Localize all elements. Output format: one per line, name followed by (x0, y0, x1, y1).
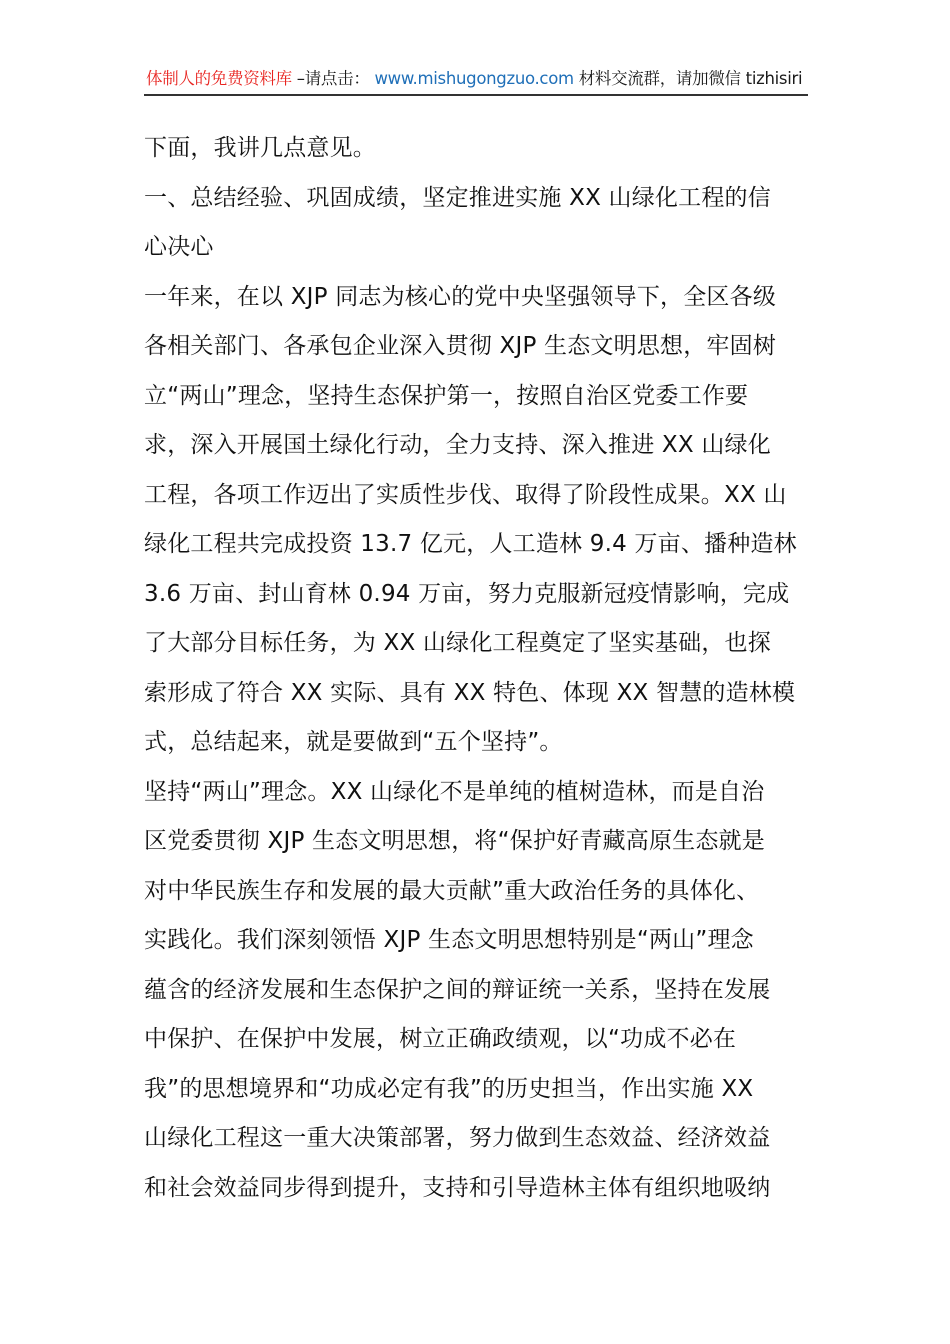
paragraph-line: 立“两山”理念，坚持生态保护第一，按照自治区党委工作要 (144, 382, 749, 409)
paragraph-line: 区党委贯彻 XJP 生态文明思想，将“保护好青藏高原生态就是 (144, 828, 765, 854)
paragraph-line: 山绿化工程这一重大决策部署，努力做到生态效益、经济效益 (144, 1125, 771, 1151)
paragraph-line: 了大部分目标任务，为 XX 山绿化工程奠定了坚实基础，也探 (144, 630, 771, 656)
paragraph-line: 蕴含的经济发展和生态保护之间的辩证统一关系，坚持在发展 (144, 976, 771, 1003)
paragraph-line: 坚持“两山”理念。XX 山绿化不是单纯的植树造林，而是自治 (144, 778, 765, 805)
document-body (144, 124, 810, 1213)
paragraph-line: 式，总结起来，就是要做到“五个坚持”。 (144, 729, 563, 755)
section-heading-line-1: 一、总结经验、巩固成绩，坚定推进实施 XX 山绿化工程的信 (144, 184, 771, 211)
header-website-link[interactable]: www.mishugongzuo.com (374, 69, 574, 88)
paragraph-line: 对中华民族生存和发展的最大贡献”重大政治任务的具体化、 (144, 877, 760, 904)
header-contact-text: 材料交流群，请加微信 tizhisiri (578, 69, 803, 88)
header-prompt: –请点击： (296, 69, 370, 88)
section-heading-line-2: 心决心 (144, 234, 214, 260)
paragraph-line: 索形成了符合 XX 实际、具有 XX 特色、体现 XX 智慧的造林模 (144, 679, 796, 706)
paragraph-line: 绿化工程共完成投资 13.7 亿元，人工造林 9.4 万亩、播种造林 (144, 531, 797, 557)
paragraph-line: 中保护、在保护中发展，树立正确政绩观，以“功成不必在 (144, 1026, 737, 1052)
paragraph-line: 工程，各项工作迈出了实质性步伐、取得了阶段性成果。XX 山 (144, 481, 787, 508)
paragraph-line: 和社会效益同步得到提升，支持和引导造林主体有组织地吸纳 (144, 1174, 771, 1201)
paragraph-line: 3.6 万亩、封山育林 0.94 万亩，努力克服新冠疫情影响，完成 (144, 580, 790, 607)
paragraph-line: 实践化。我们深刻领悟 XJP 生态文明思想特别是“两山”理念 (144, 927, 754, 953)
paragraph-line: 各相关部门、各承包企业深入贯彻 XJP 生态文明思想，牢固树 (144, 333, 777, 359)
paragraph-line: 一年来，在以 XJP 同志为核心的党中央坚强领导下，全区各级 (144, 283, 777, 310)
header-divider (144, 94, 808, 96)
paragraph-line: 我”的思想境界和“功成必定有我”的历史担当，作出实施 XX (144, 1075, 754, 1102)
page-header (146, 66, 806, 92)
intro-line: 下面，我讲几点意见。 (144, 135, 376, 161)
paragraph-line: 求，深入开展国土绿化行动，全力支持、深入推进 XX 山绿化 (144, 432, 771, 458)
header-brand: 体制人的免费资料库 (146, 69, 292, 88)
